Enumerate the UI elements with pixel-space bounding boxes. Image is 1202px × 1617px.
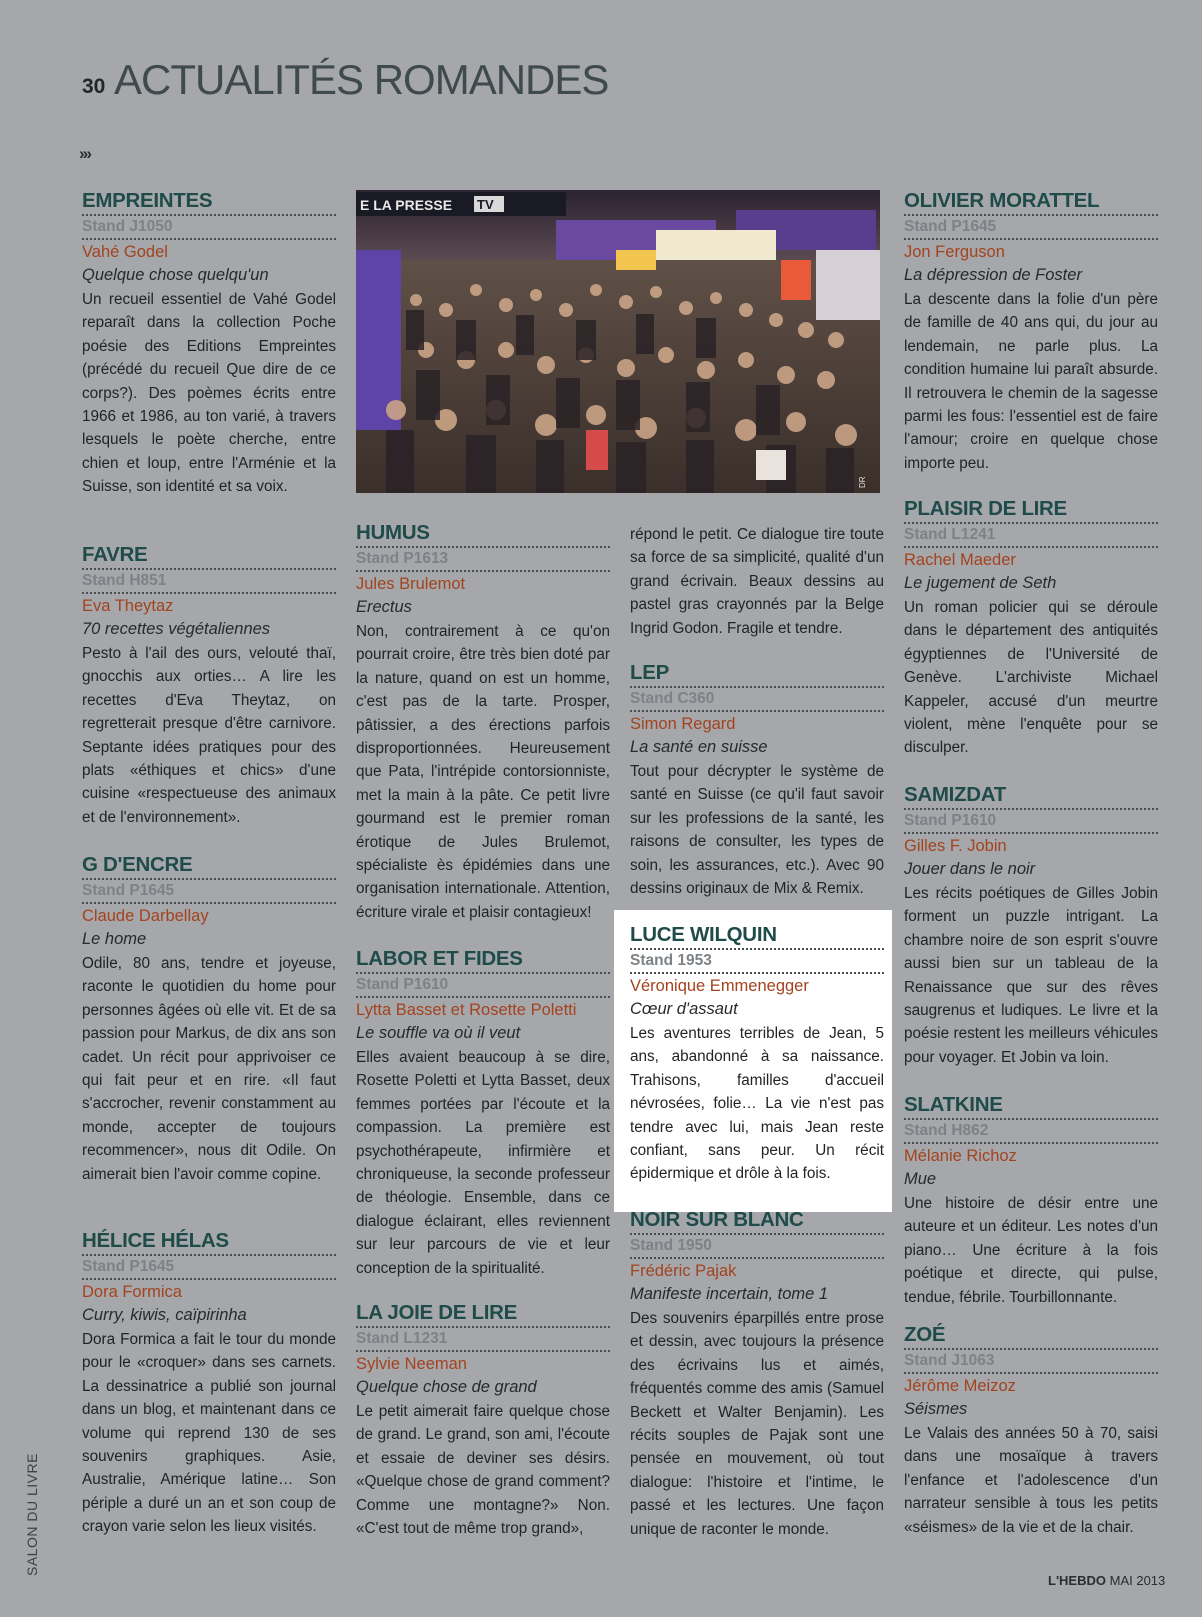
author-name: Lytta Basset et Rosette Poletti <box>356 1001 577 1019</box>
publisher-name: HUMUS <box>356 520 610 548</box>
book-title: Le jugement de Seth <box>904 574 1057 592</box>
publisher-name: OLIVIER MORATTEL <box>904 188 1158 216</box>
stand-number: Stand 1953 <box>630 950 884 974</box>
stand-number: Stand L1231 <box>356 1328 610 1352</box>
footer <box>1048 1573 1165 1588</box>
author-name: Véronique Emmenegger <box>630 977 809 995</box>
author-name: Jérôme Meizoz <box>904 1377 1016 1395</box>
article-helice-helas <box>82 1228 336 1539</box>
author-name: Claude Darbellay <box>82 907 209 925</box>
article-text: Odile, 80 ans, tendre et joyeuse, raconte le quotidien du home pour personnes âgées où elle vit. Et de sa passion pour Markus, de dix ans son cadet. Un récit pour apprivoiser ce qui fait peur et en rire. «Il faut s'accrocher, revenir constamment au monde, accepter de toujours recommencer», nous dit Odile. On aimerait bien l'avoir comme copine. <box>82 955 336 1183</box>
book-title: Séismes <box>904 1400 968 1418</box>
article-text: Une histoire de désir entre une auteure et un éditeur. Les notes d'un piano… Une écriture à la fois poétique et directe, qui pulse, tendue, fébrile. Tourbillonnante. <box>904 1195 1158 1306</box>
article-text: Les récits poétiques de Gilles Jobin forment un puzzle intrigant. La chambre noire de son esprit s'ouvre aussi bien sur un tableau de la Renaissance que sur des rêves saugrenus et ludiques. Le livre et la poésie restent les meilleurs véhicules pour voyager. Et Jobin va loin. <box>904 885 1158 1066</box>
article-text: Un roman policier qui se déroule dans le département des antiquités égyptiennes de l'Université de Genève. L'archiviste Michael Kappeler, accusé d'un meurtre violent, mène l'enquête pour se disculper. <box>904 599 1158 757</box>
page-number: 30 <box>82 75 106 98</box>
book-title: Erectus <box>356 598 412 616</box>
article-humus <box>356 520 610 924</box>
publisher-name: PLAISIR DE LIRE <box>904 496 1158 524</box>
book-title: Mue <box>904 1170 937 1188</box>
book-title: Jouer dans le noir <box>904 860 1036 878</box>
book-title: 70 recettes végétaliennes <box>82 620 271 638</box>
stand-number: Stand P1613 <box>356 548 610 572</box>
salon-crowd-photo <box>356 190 880 493</box>
article-plaisir-de-lire <box>904 496 1158 760</box>
article-favre <box>82 542 336 829</box>
author-name: Frédéric Pajak <box>630 1262 737 1280</box>
publisher-name: EMPREINTES <box>82 188 336 216</box>
article-text: Elles avaient beaucoup à se dire, Rosette Poletti et Lytta Basset, deux femmes portées par l'écoute et la compassion. La première est psychothérapeute, infirmière et chroniqueuse, la seconde professeur de théologie. Ensemble, dans ce dialogue éclairant, elles reviennent sur leur parcours de vie et leur conception de la spiritualité. <box>356 1049 610 1277</box>
article-text: Les aventures terribles de Jean, 5 ans, abandonné à sa naissance. Trahisons, familles d'accueil névrosées, folie… La vie n'est pas tendre avec lui, mais Jean reste confiant, sans peur. Un récit épidermique et drôle à la fois. <box>630 1025 884 1183</box>
author-name: Rachel Maeder <box>904 551 1016 569</box>
page-title: ACTUALITÉS ROMANDES <box>114 56 609 103</box>
section-chevrons: ››› <box>79 144 90 163</box>
photo-credit: DR <box>858 476 867 488</box>
crowd-photo-image <box>356 190 880 493</box>
author-name: Eva Theytaz <box>82 597 174 615</box>
banner-text: E LA PRESSE <box>360 197 453 213</box>
book-title: Curry, kiwis, caïpirinha <box>82 1306 247 1324</box>
article-continuation: répond le petit. Ce dialogue tire toute sa force de sa simplicité, qualité d'un grand écrivain. Beaux dessins au pastel gras crayonnés par la Belge Ingrid Godon. Fragile et tendre. <box>630 526 884 637</box>
publisher-name: ZOÉ <box>904 1322 1158 1350</box>
stand-number: Stand 1950 <box>630 1235 884 1259</box>
article-text: Un recueil essentiel de Vahé Godel reparaît dans la collection Poche poésie des Editions Empreintes (précédé du recueil Que dire de ce corps?). Des poèmes écrits entre 1966 et 1986, au ton varié, à travers lesquels le poète cherche, entre chien et loup, entre l'Arménie et la Suisse, son identité et sa voix. <box>82 291 336 496</box>
stand-number: Stand J1050 <box>82 216 336 240</box>
author-name: Jon Ferguson <box>904 243 1005 261</box>
article-labor-et-fides <box>356 946 610 1280</box>
article-la-joie-de-lire <box>356 1300 610 1540</box>
stand-number: Stand H851 <box>82 570 336 594</box>
stand-number: Stand J1063 <box>904 1350 1158 1374</box>
book-title: La dépression de Foster <box>904 266 1082 284</box>
article-samizdat <box>904 782 1158 1069</box>
stand-number: Stand P1645 <box>82 880 336 904</box>
stand-number: Stand P1610 <box>356 974 610 998</box>
book-title: Le souffle va où il veut <box>356 1024 521 1042</box>
book-title: Le home <box>82 930 147 948</box>
article-text: Le Valais des années 50 à 70, saisi dans une mosaïque à travers l'enfance et l'adolescence d'un narrateur sensible à tous les petits «séismes» de la vie et de la chair. <box>904 1425 1158 1536</box>
article-empreintes <box>82 188 336 499</box>
magazine-name: L'HEBDO <box>1048 1573 1106 1588</box>
author-name: Mélanie Richoz <box>904 1147 1017 1165</box>
article-text: Dora Formica a fait le tour du monde pour le «croquer» dans ses carnets. La dessinatrice a publié son journal dans un blog, et maintenant dans ce volume qui reprend 130 de ses souvenirs graphiques. Asie, Australie, Amérique latine… Son périple a duré un an et son coup de crayon varie selon les lieux visités. <box>82 1331 336 1536</box>
author-name: Simon Regard <box>630 715 736 733</box>
article-slatkine <box>904 1092 1158 1309</box>
article-zoe <box>904 1322 1158 1539</box>
stand-number: Stand H862 <box>904 1120 1158 1144</box>
stand-number: Stand L1241 <box>904 524 1158 548</box>
stand-number: Stand C360 <box>630 688 884 712</box>
author-name: Vahé Godel <box>82 243 168 261</box>
article-text: La descente dans la folie d'un père de famille de 40 ans qui, du jour au lendemain, ne parle plus. La condition humaine lui paraît absurde. Il retrouvera le chemin de la sagesse parmi les fous: l'essentiel est de faire l'amour; croire en quelque chose importe peu. <box>904 291 1158 472</box>
publisher-name: NOIR SUR BLANC <box>630 1207 884 1235</box>
book-title: Quelque chose de grand <box>356 1378 537 1396</box>
publisher-name: FAVRE <box>82 542 336 570</box>
book-title: La santé en suisse <box>630 738 768 756</box>
stand-number: Stand P1610 <box>904 810 1158 834</box>
publisher-name: LA JOIE DE LIRE <box>356 1300 610 1328</box>
article-text: Non, contrairement à ce qu'on pourrait croire, être très bien doté par la nature, quand on est un homme, c'est pas de la tarte. Prosper, pâtissier, a des érections parfois disproportionnées. Heureusement que Pata, l'intrépide contorsionniste, met la main à la pâte. Ce petit livre gourmand est le premier roman érotique de Jules Brulemot, spécialiste ès épidémies dans une organisation internationale. Attention, écriture virale et plaisir contagieux! <box>356 623 610 921</box>
book-title: Manifeste incertain, tome 1 <box>630 1285 829 1303</box>
article-lep <box>630 660 884 900</box>
article-text: Des souvenirs éparpillés entre prose et dessin, avec toujours la présence des écrivains lus et aimés, fréquentés comme des amis (Samuel Beckett et Walter Benjamin). Les récits souples de Pajak sont une pensée en mouvement, où tout dialogue: l'histoire et l'intime, le passé et les lectures. Une façon unique de raconter le monde. <box>630 1310 884 1538</box>
book-title: Cœur d'assaut <box>630 1000 738 1018</box>
article-text: Tout pour décrypter le système de santé en Suisse (ce qu'il faut savoir sur les professions de la santé, les raisons de consulter, les types de soin, les assurances, etc.). Avec 90 dessins originaux de Mix & Remix. <box>630 763 884 898</box>
author-name: Sylvie Neeman <box>356 1355 467 1373</box>
section-side-label: SALON DU LIVRE <box>24 1453 40 1576</box>
article-luce-wilquin <box>630 922 884 1186</box>
author-name: Gilles F. Jobin <box>904 837 1007 855</box>
publisher-name: LUCE WILQUIN <box>630 922 884 950</box>
publisher-name: SAMIZDAT <box>904 782 1158 810</box>
stand-number: Stand P1645 <box>904 216 1158 240</box>
publisher-name: G D'ENCRE <box>82 852 336 880</box>
book-title: Quelque chose quelqu'un <box>82 266 269 284</box>
publisher-name: LABOR ET FIDES <box>356 946 610 974</box>
article-noir-sur-blanc <box>630 1207 884 1541</box>
publisher-name: HÉLICE HÉLAS <box>82 1228 336 1256</box>
tv-logo: TV <box>477 197 494 212</box>
article-text: Pesto à l'ail des ours, velouté thaï, gnocchis aux orties… A lire les recettes d'Eva Theytaz, on regretterait presque d'être carnivore. Septante idées pratiques pour des plats «éthiques et chics» d'une cuisine «respectueuse des animaux et de l'environnement». <box>82 645 336 826</box>
article-g-dencre <box>82 852 336 1186</box>
author-name: Jules Brulemot <box>356 575 466 593</box>
stand-number: Stand P1645 <box>82 1256 336 1280</box>
author-name: Dora Formica <box>82 1283 182 1301</box>
issue-date: MAI 2013 <box>1109 1573 1166 1588</box>
publisher-name: SLATKINE <box>904 1092 1158 1120</box>
article-text: Le petit aimerait faire quelque chose de grand. Le grand, son ami, l'écoute et essaie de deviner ses désirs. «Quelque chose de grand comment? Comme une montagne?» Non. «C'est tout de même trop grand», <box>356 1403 610 1538</box>
publisher-name: LEP <box>630 660 884 688</box>
article-olivier-morattel <box>904 188 1158 475</box>
